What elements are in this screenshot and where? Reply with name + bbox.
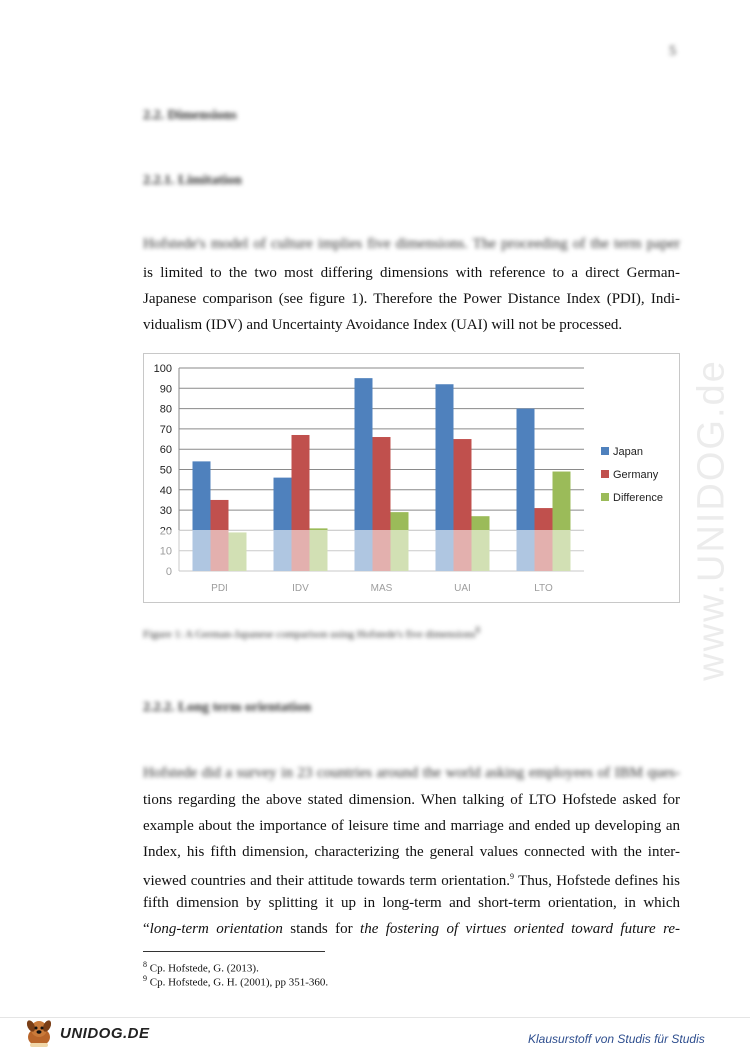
para1-line-2: Japanese comparison (see figure 1). Therefore the Power Distance Index (PDI), Indi-	[143, 291, 680, 307]
chart-blur-overlay	[144, 530, 679, 602]
para2-blurred-line: Hofstede did a survey in 23 countries around the world asking employees of IBM ques-	[143, 765, 680, 781]
dog-mascot-icon	[22, 1018, 56, 1048]
y-tick-label: 80	[159, 403, 172, 416]
para1-blurred-line: Hofstede's model of culture implies five dimensions. The proceeding of the term paper	[143, 236, 680, 252]
y-tick-label: 60	[159, 444, 172, 457]
y-tick-label: 100	[153, 363, 172, 375]
legend-swatch-japan	[601, 447, 609, 455]
unidog-logo: UNIDOG.DE	[22, 1016, 150, 1050]
para2-line-4: viewed countries and their attitude towards term orientation.$^9$ Thus, Hofstede defines his	[143, 872, 681, 889]
legend-swatch-difference	[601, 493, 609, 501]
y-tick-label: 40	[159, 484, 172, 497]
para2-line-5: fifth dimension by splitting it up in long-term and short-term orientation, in which	[143, 895, 680, 911]
figure-1-chart	[143, 353, 680, 603]
para2-line-2: example about the importance of leisure time and marriage and ended up developing an	[143, 818, 680, 834]
y-tick-label: 50	[159, 464, 172, 477]
footer-tagline: Klausurstoff von Studis für Studis	[528, 1032, 705, 1046]
para2-line-1: tions regarding the above stated dimension. When talking of LTO Hofstede asked for	[143, 792, 680, 808]
page-number: 5	[669, 44, 676, 59]
footnote-8: $^8$ Cp. Hofstede, G. (2013).	[143, 960, 259, 975]
footnote-9: $^9$ Cp. Hofstede, G. H. (2001), pp 351-360.	[143, 974, 329, 989]
subsection-heading-lto: 2.2.2. Long term orientation	[143, 700, 311, 715]
y-tick-label: 90	[159, 383, 172, 396]
figure-caption: Figure 1: A German-Japanese comparison using Hofstede's five dimensions$^8$	[143, 625, 481, 641]
legend-label-difference: Difference	[613, 492, 663, 504]
y-tick-label: 30	[159, 505, 172, 518]
legend-swatch-germany	[601, 470, 609, 478]
y-tick-label: 70	[159, 423, 172, 436]
footnote-separator	[143, 951, 325, 952]
para1-line-3: vidualism (IDV) and Uncertainty Avoidance Index (UAI) will not be processed.	[143, 317, 623, 333]
para1-line-1: is limited to the two most differing dimensions with reference to a direct German-	[143, 265, 680, 281]
legend-label-germany: Germany	[613, 469, 659, 481]
watermark: www.UNIDOG.de	[690, 359, 733, 681]
section-heading: 2.2. Dimensions	[143, 108, 237, 123]
legend-label-japan: Japan	[613, 446, 643, 458]
bar-chart	[144, 354, 679, 602]
para2-line-6: “long-term orientation stands for the fostering of virtues oriented toward future re-	[143, 921, 680, 937]
subsection-heading-limitation: 2.2.1. Limitation	[143, 173, 242, 188]
para2-line-3: Index, his fifth dimension, characterizing the general values connected with the inter-	[143, 844, 680, 860]
